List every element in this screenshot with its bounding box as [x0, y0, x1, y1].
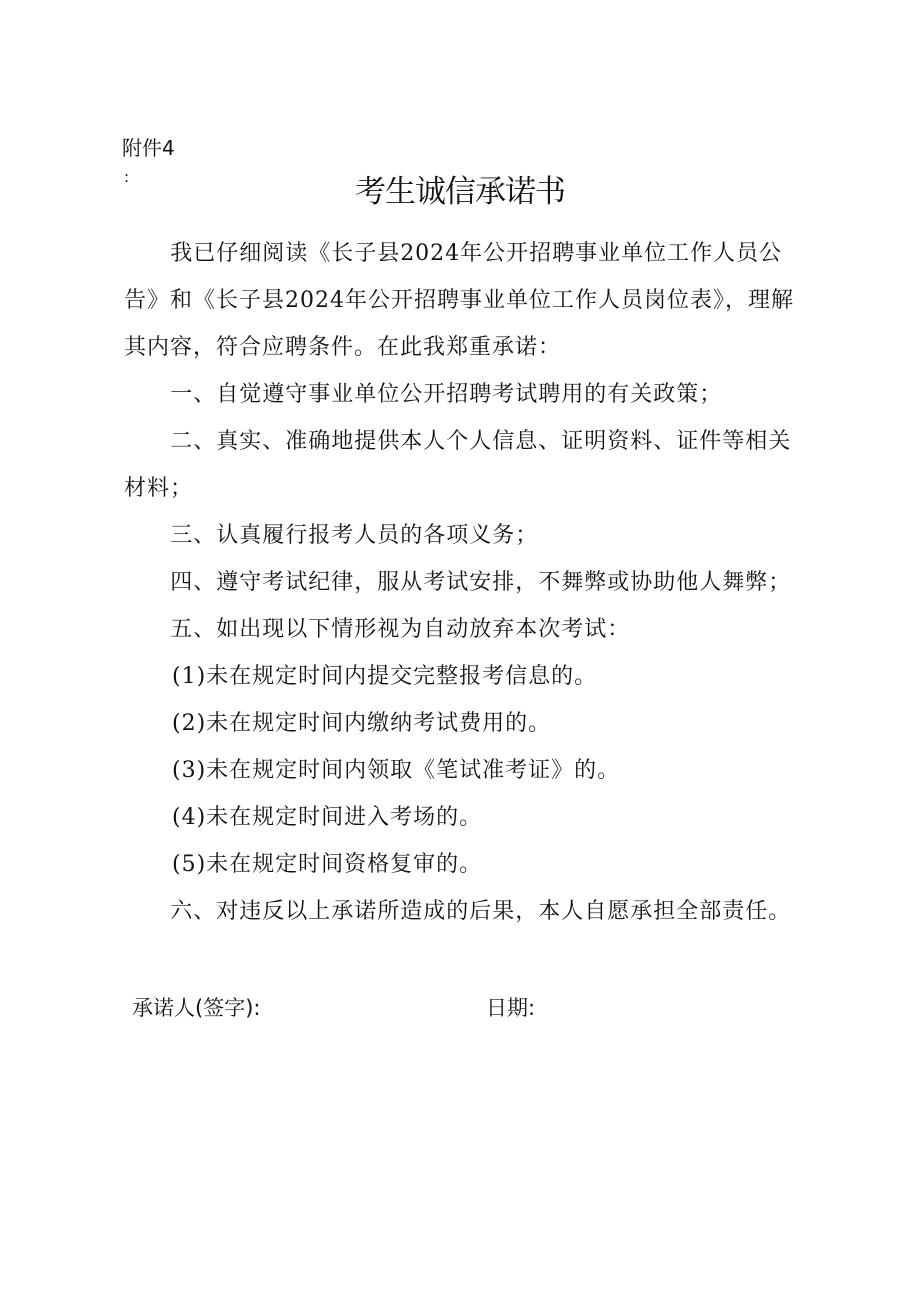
- sub-item-5: (5)未在规定时间资格复审的。: [172, 852, 483, 877]
- signature-row: [0, 988, 920, 1028]
- sub-item-2: (2)未在规定时间内缴纳考试费用的。: [172, 711, 552, 736]
- commitment-5: 五、如出现以下情形视为自动放弃本次考试：: [170, 617, 631, 642]
- commitment-3: 三、认真履行报考人员的各项义务；: [170, 523, 539, 548]
- date-label: 日期:: [486, 996, 536, 1020]
- commitment-6: 六、对违反以上承诺所造成的后果，本人自愿承担全部责任。: [170, 899, 792, 924]
- sub-item-3: (3)未在规定时间内领取《笔试准考证》的。: [172, 758, 621, 783]
- document-title: 考生诚信承诺书: [355, 174, 565, 210]
- commitment-1: 一、自觉遵守事业单位公开招聘考试聘用的有关政策；: [170, 382, 723, 407]
- attachment-label: 附件4: [122, 136, 175, 160]
- commitment-4: 四、遵守考试纪律，服从考试安排，不舞弊或协助他人舞弊；: [170, 570, 792, 595]
- sub-item-1: (1)未在规定时间内提交完整报考信息的。: [172, 664, 598, 689]
- signer-label: 承诺人(签字):: [132, 996, 261, 1020]
- attachment-colon: :: [124, 168, 130, 186]
- document-body: [124, 230, 796, 935]
- sub-item-4: (4)未在规定时间进入考场的。: [172, 805, 483, 830]
- commitment-2: 二、真实、准确地提供本人个人信息、证明资料、证件等相关材料；: [124, 429, 792, 501]
- intro-paragraph: 我已仔细阅读《长子县2024年公开招聘事业单位工作人员公告》和《长子县2024年公开招聘事业单位工作人员岗位表》，理解其内容，符合应聘条件。在此我郑重承诺：: [124, 241, 794, 360]
